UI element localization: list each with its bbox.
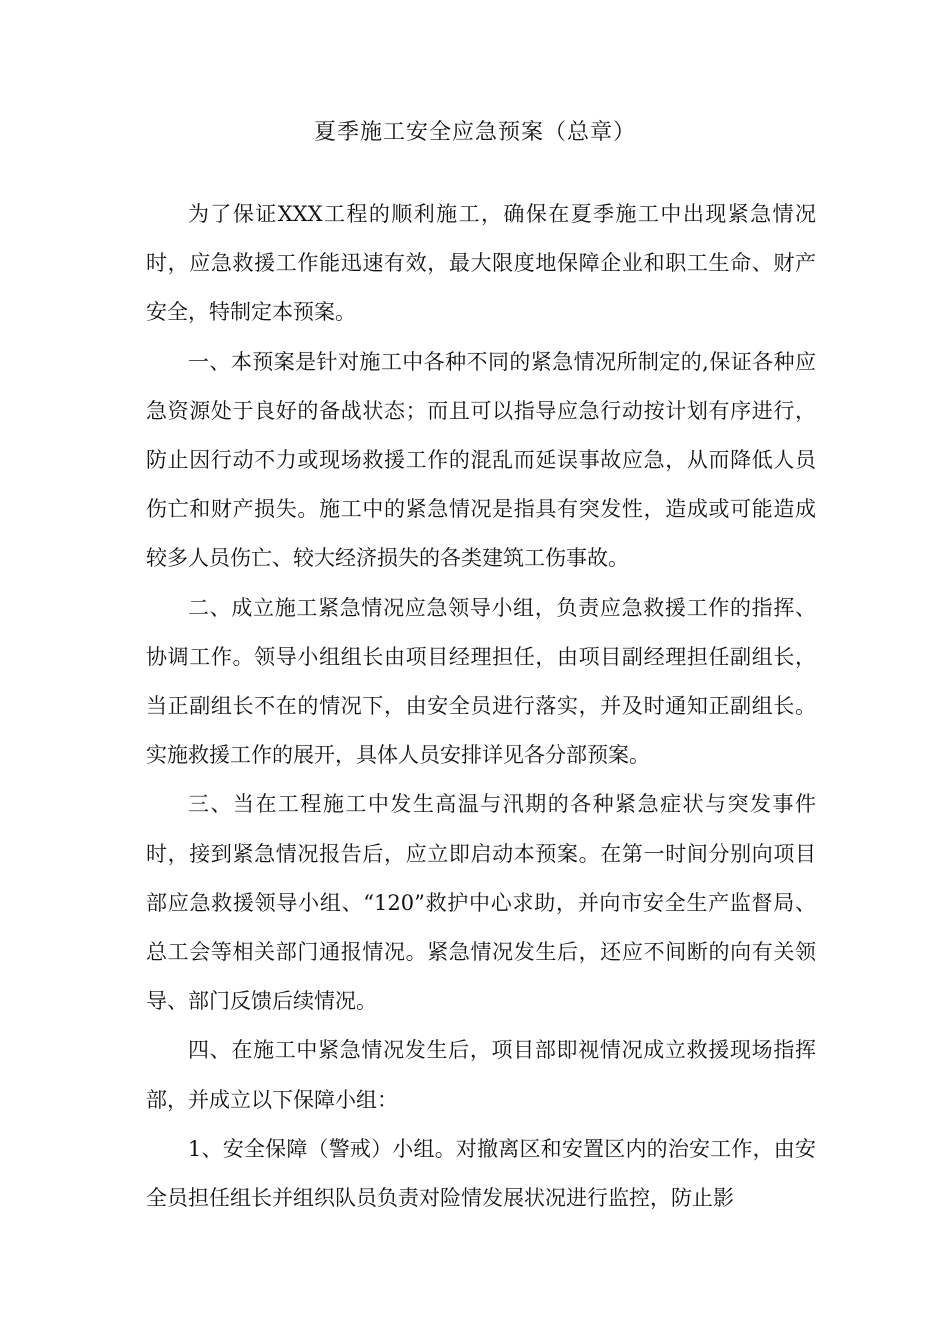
paragraph-section-1: 一、本预案是针对施工中各种不同的紧急情况所制定的,保证各种应急资源处于良好的备战状态；而且可以指导应急行动按计划有序进行，防止因行动不力或现场救援工作的混乱而延误事故应急，从而降低人员伤亡和财产损失。施工中的紧急情况是指具有突发性，造成或可能造成较多人员伤亡、较大经济损失的各类建筑工伤事故。: [146, 349, 816, 571]
paragraph-item-1: 1、安全保障（警戒）小组。对撤离区和安置区内的治安工作，由安全员担任组长并组织队员负责对险情发展状况进行监控，防止影: [146, 1136, 816, 1211]
document-title: 夏季施工安全应急预案（总章）: [313, 120, 636, 145]
paragraph-section-2: 二、成立施工紧急情况应急领导小组，负责应急救援工作的指挥、协调工作。领导小组组长由项目经理担任，由项目副经理担任副组长，当正副组长不在的情况下，由安全员进行落实，并及时通知正副组长。实施救援工作的展开，具体人员安排详见各分部预案。: [146, 595, 816, 768]
paragraph-section-4: 四、在施工中紧急情况发生后，项目部即视情况成立救援现场指挥部，并成立以下保障小组：: [146, 1038, 816, 1112]
paragraph-intro: 为了保证XXX工程的顺利施工，确保在夏季施工中出现紧急情况时，应急救援工作能迅速有效，最大限度地保障企业和职工生命、财产安全，特制定本预案。: [146, 202, 816, 325]
paragraph-section-3: 三、当在工程施工中发生高温与汛期的各种紧急症状与突发事件时，接到紧急情况报告后，应立即启动本预案。在第一时间分别向项目部应急救援领导小组、“120”救护中心求助，并向市安全生产监督局、总工会等相关部门通报情况。紧急情况发生后，还应不间断的向有关领导、部门反馈后续情况。: [146, 792, 816, 1014]
document-body: [146, 190, 816, 1223]
